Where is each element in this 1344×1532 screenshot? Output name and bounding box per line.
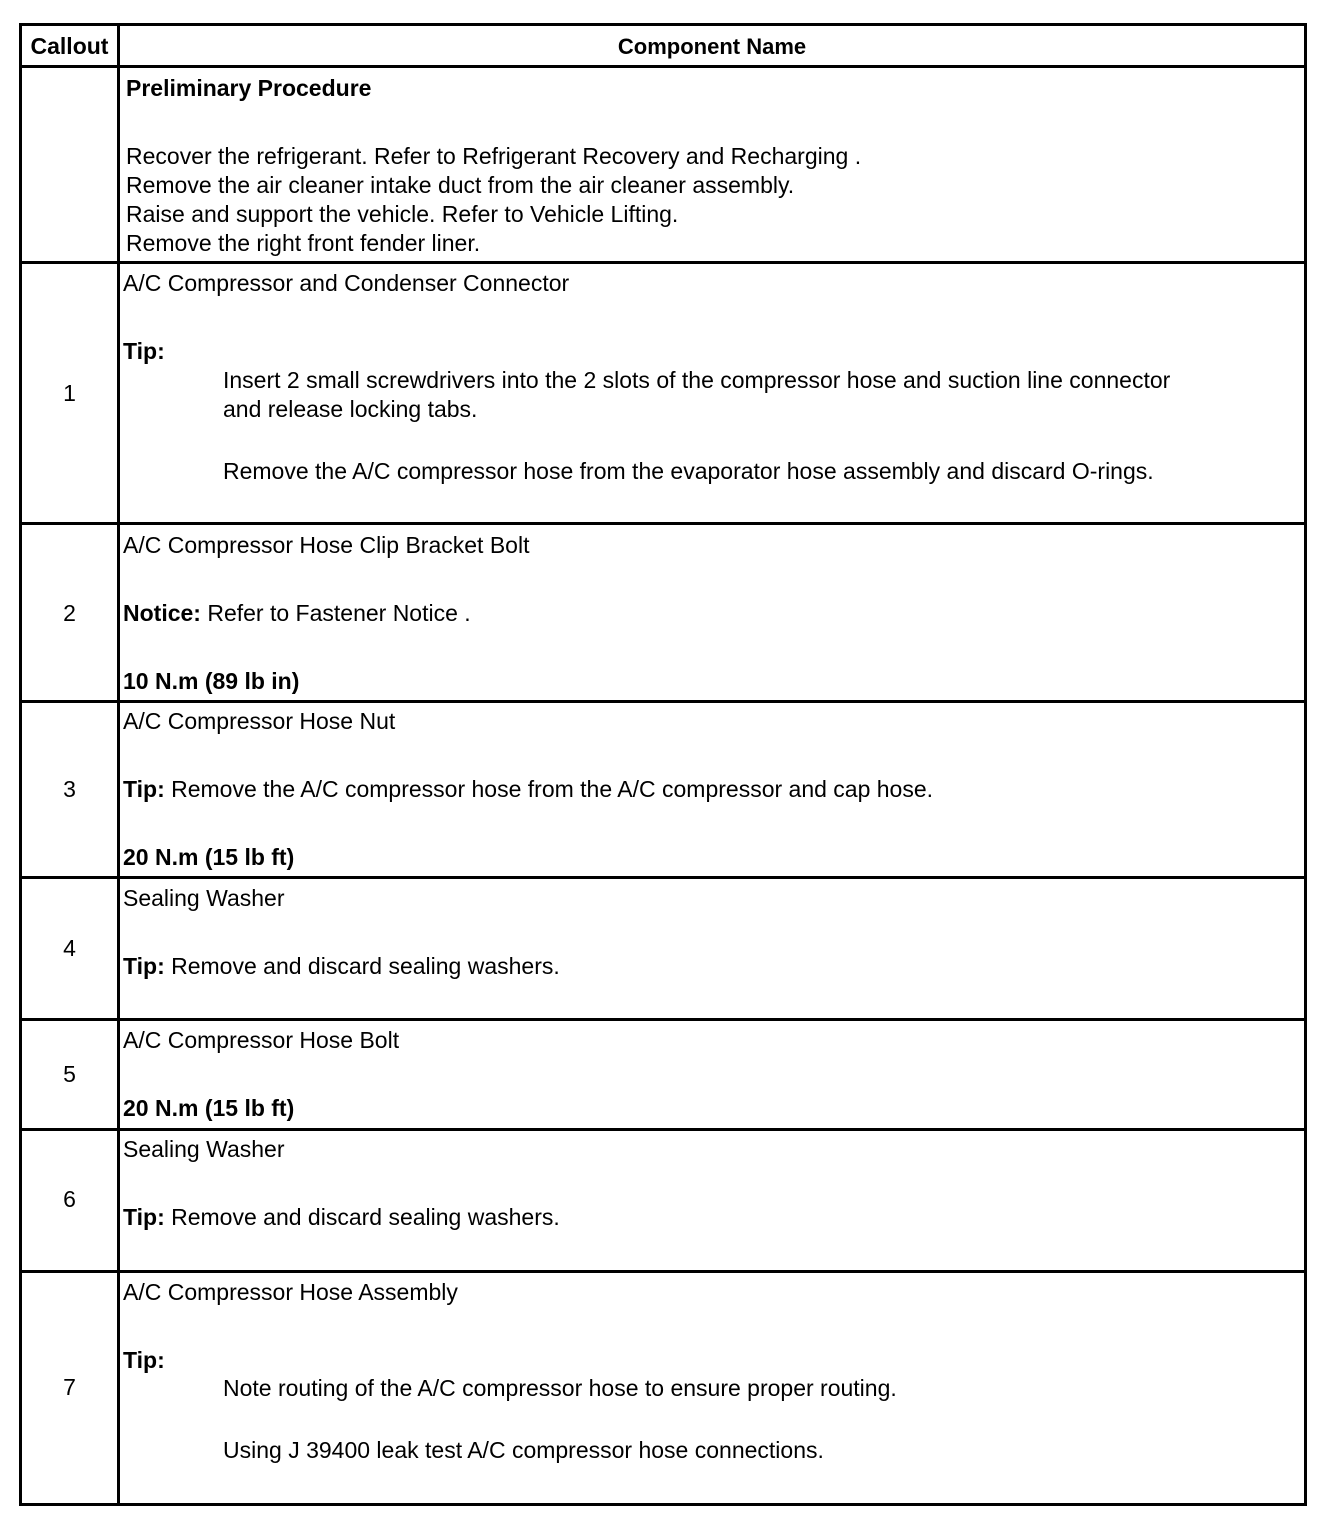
callout-number: 7 — [63, 1374, 76, 1400]
notice-line — [123, 599, 471, 628]
callout-header: Callout — [30, 33, 109, 59]
preliminary-step: Raise and support the vehicle. Refer to Vehicle Lifting. — [126, 201, 679, 227]
tip-text: Note routing of the A/C compressor hose to ensure proper routing. — [223, 1375, 897, 1401]
component-name: Sealing Washer — [123, 885, 285, 911]
component-name: A/C Compressor and Condenser Connector — [123, 270, 570, 296]
tip-text: Insert 2 small screwdrivers into the 2 slots of the compressor hose and suction line connector — [223, 367, 1171, 393]
tip-text: Remove and discard sealing washers. — [164, 1204, 560, 1230]
callout-number: 2 — [63, 600, 76, 626]
tip-text: Remove the A/C compressor hose from the evaporator hose assembly and discard O-rings. — [223, 458, 1154, 484]
preliminary-step: Remove the air cleaner intake duct from the air cleaner assembly. — [126, 172, 795, 198]
component-name: A/C Compressor Hose Bolt — [123, 1027, 400, 1053]
callout-number: 1 — [63, 380, 76, 406]
tip-label: Tip: — [123, 776, 165, 802]
tip-text: Remove and discard sealing washers. — [164, 953, 560, 979]
tip-text: Remove the A/C compressor hose from the A/C compressor and cap hose. — [164, 776, 934, 802]
tip-line — [123, 952, 560, 981]
tip-text: Using J 39400 leak test A/C compressor hose connections. — [223, 1437, 824, 1463]
tip-label: Tip: — [123, 1347, 165, 1373]
row-divider — [22, 522, 1304, 525]
tip-line — [123, 775, 933, 804]
callout-number: 3 — [63, 776, 76, 802]
row-divider — [22, 65, 1304, 68]
notice-text: Refer to Fastener Notice . — [200, 600, 471, 626]
column-divider — [117, 26, 120, 1503]
row-divider — [22, 1018, 1304, 1021]
component-name: A/C Compressor Hose Nut — [123, 708, 396, 734]
row-divider — [22, 1270, 1304, 1273]
callout-number: 6 — [63, 1186, 76, 1212]
component-name: A/C Compressor Hose Clip Bracket Bolt — [123, 532, 530, 558]
torque-spec: 20 N.m (15 lb ft) — [123, 844, 295, 870]
procedure-table — [19, 23, 1307, 1506]
callout-number: 5 — [63, 1061, 76, 1087]
tip-line — [123, 1203, 560, 1232]
row-divider — [22, 700, 1304, 703]
preliminary-step: Recover the refrigerant. Refer to Refrigerant Recovery and Recharging . — [126, 143, 862, 169]
component-name: A/C Compressor Hose Assembly — [123, 1279, 458, 1305]
tip-text: and release locking tabs. — [223, 396, 478, 422]
preliminary-step: Remove the right front fender liner. — [126, 230, 481, 256]
row-divider — [22, 261, 1304, 264]
callout-number: 4 — [63, 935, 76, 961]
torque-spec: 10 N.m (89 lb in) — [123, 668, 300, 694]
tip-label: Tip: — [123, 953, 165, 979]
preliminary-title: Preliminary Procedure — [126, 75, 372, 101]
tip-label: Tip: — [123, 338, 165, 364]
row-divider — [22, 1128, 1304, 1131]
notice-label: Notice: — [123, 600, 201, 626]
row-divider — [22, 876, 1304, 879]
component-name-header: Component Name — [617, 34, 807, 59]
component-name: Sealing Washer — [123, 1136, 285, 1162]
tip-label: Tip: — [123, 1204, 165, 1230]
torque-spec: 20 N.m (15 lb ft) — [123, 1095, 295, 1121]
